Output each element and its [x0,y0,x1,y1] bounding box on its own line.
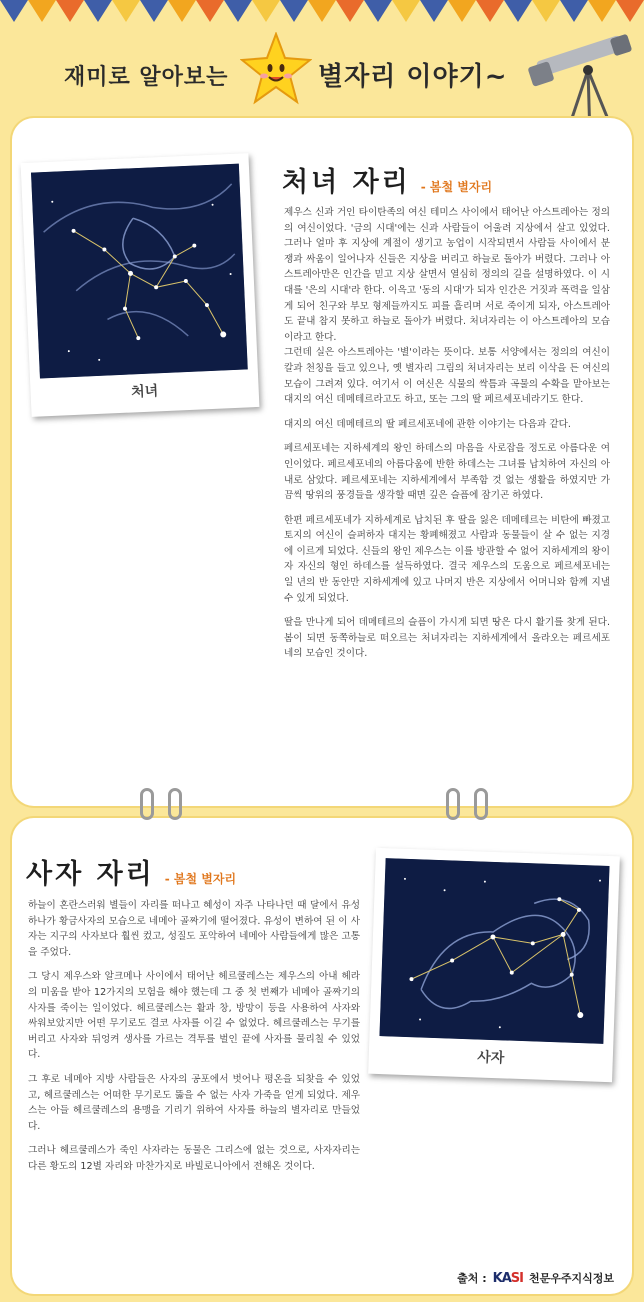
leo-heading [26,852,236,891]
virgo-title: 처녀 자리 [282,167,411,198]
leo-caption: 사자 [476,1049,505,1067]
source-org: 천문우주지식정보 [528,1272,614,1285]
virgo-constellation-image [31,164,248,379]
header [0,30,644,120]
virgo-paragraph: 그런데 실은 아스트레아는 '별'이라는 뜻이다. 보통 서양에서는 정의의 여신이 칼과 천칭을 들고 있으나, 옛 별자리 그림의 처녀자리는 보리 이삭을 든 여신의 모습이 그려져 있다. 여기서 이 여신은 식물의 싹틈과 곡물의 수확을 맡아보는 대지의 여신 데메테르라고도 하고, 또는 그의 딸 페르세포네라기도 한다. [284,347,610,406]
binder-ring [140,788,154,820]
footer-source [457,1270,614,1286]
kasi-logo [493,1271,523,1286]
binder-ring [446,788,460,820]
virgo-paragraph: 딸을 만나게 되어 데메테르의 슬픔이 가시게 되면 땅은 다시 활기를 찾게 된다. 봄이 되면 동쪽하늘로 떠오르는 처녀자리는 지하세계에서 올라오는 페르세포네의 모습인 것이다. [284,617,610,660]
leo-constellation-image [379,858,609,1044]
leo-paragraph: 그 후로 네메아 지방 사람들은 사자의 공포에서 벗어나 평온을 되찾을 수 있었고, 헤르쿨레스는 어떠한 무기로도 뚫을 수 없는 사자 가죽을 얻게 되었다. 제우스는 아들 헤르쿨레스의 용맹을 기리기 위하여 사자를 하늘의 별자리로 만들었다. [28,1073,360,1132]
source-label: 출처 : [457,1272,487,1285]
virgo-story [284,205,610,671]
binder-ring [474,788,488,820]
leo-paragraph: 그러나 헤르쿨레스가 죽인 사자라는 동물은 그리스에 없는 것으로, 사자자리는 다른 황도의 12별 자리와 마찬가지로 바빌로니아에서 전해온 것이다. [28,1145,360,1172]
leo-paragraph: 하늘이 혼란스러워 별들이 자리를 떠나고 혜성이 자주 나타나던 때 달에서 유성 하나가 황금사자의 모습으로 네메아 골짜기에 떨어졌다. 유성이 변하여 된 이 사자는 지구의 사자보다 훨씬 컸고, 성질도 포악하여 네메아 사람들에게 많은 고통을 주었다. [28,900,360,958]
virgo-paragraph: 페르세포네는 지하세계의 왕인 하데스의 마음을 사로잡을 정도로 아름다운 여인이었다. 페르세포네의 아름다움에 반한 하데스는 그녀를 납치하여 자신의 아내로 삼았다. 페르세포네는 지하세계에서 부족함 것 없는 생활을 하였지만 가끔씩 땅위의 풍경들을 생각할 때면 깊은 슬픔에 잠기곤 하였다. [284,443,610,502]
bunting-banner [0,0,644,26]
header-title-right: 별자리 이야기~ [318,62,508,92]
leo-paragraph: 그 당시 제우스와 알크메나 사이에서 태어난 헤르쿨레스는 제우스의 아내 헤라의 미움을 받아 12가지의 모험을 해야 했는데 그 중 첫 번째가 네메아 골짜기의 사자를 죽이는 일이었다. 헤르쿨레스는 활과 창, 방망이 등을 사용하여 사자와 싸워보았지만 어떤 무기로도 결코 사자를 이길 수 없었다. 헤르쿨레스는 무기를 버리고 사자와 뒤엉켜 생사를 가르는 격투를 벌인 끝에 사자를 물리칠 수 있었다. [28,971,360,1061]
leo-title: 사자 자리 [26,859,155,890]
header-title-left: 재미로 알아보는 [64,65,229,90]
virgo-subtitle: - 봄철 별자리 [420,180,493,194]
star-mascot-icon [240,32,312,108]
virgo-paragraph: 제우스 신과 거인 타이탄족의 여신 테미스 사이에서 태어난 아스트레아는 정의의 여신이었다. '금의 시대'에는 신과 사람들이 어울려 지상에서 살고 있었다. 그러나 얼마 후 지상에 계절이 생기고 농업이 시작되면서 사람들 사이에서 분쟁과 싸움이 일어나자 신들은 지상을 버리고 하늘로 돌아가 버렸다. 그러나 아스트레아만은 인간을 믿고 지상 살면서 열심히 정의의 길을 설명하였다. 이 시대를 '은의 시대'라 한다. 이윽고 '동의 시대'가 되자 인간은 거짓과 폭력을 일삼게 되어 친구와 부모 형제들까지도 피를 흘리며 서로 죽이게 되자, 아스트레아도 끝내 참지 못하고 하늘로 돌아가 버렸다. 처녀자리는 이 아스트레아의 모습이라고 한다. [284,207,610,343]
leo-story [28,898,360,1184]
binder-ring [168,788,182,820]
kasi-logo-text-a: KA [492,1270,511,1286]
virgo-heading [282,160,492,199]
virgo-caption: 처녀 [130,383,159,401]
leo-photo [368,848,620,1082]
virgo-paragraph: 대지의 여신 데메테르의 딸 페르세포네에 관한 이야기는 다음과 같다. [284,418,571,430]
virgo-photo [21,153,260,417]
kasi-logo-text-b: SI [510,1270,523,1286]
virgo-paragraph: 한편 페르세포네가 지하세계로 납치된 후 딸을 잃은 데메테르는 비탄에 빠졌고 토지의 여신이 슬퍼하자 대지는 황폐해졌고 사람과 동물들이 살 수 없는 지경에 이르게 되었다. 신들의 왕인 제우스는 이를 방관할 수 없어 지하세계의 왕이자 자신의 형인 하데스를 설득하였다. 결국 제우스의 도움으로 페르세포네는 일 년의 반 동안만 지하세계에 있고 나머지 반은 지상에서 어머니와 함께 지낼 수 있게 되었다. [284,514,610,604]
leo-subtitle: - 봄철 별자리 [164,872,237,886]
